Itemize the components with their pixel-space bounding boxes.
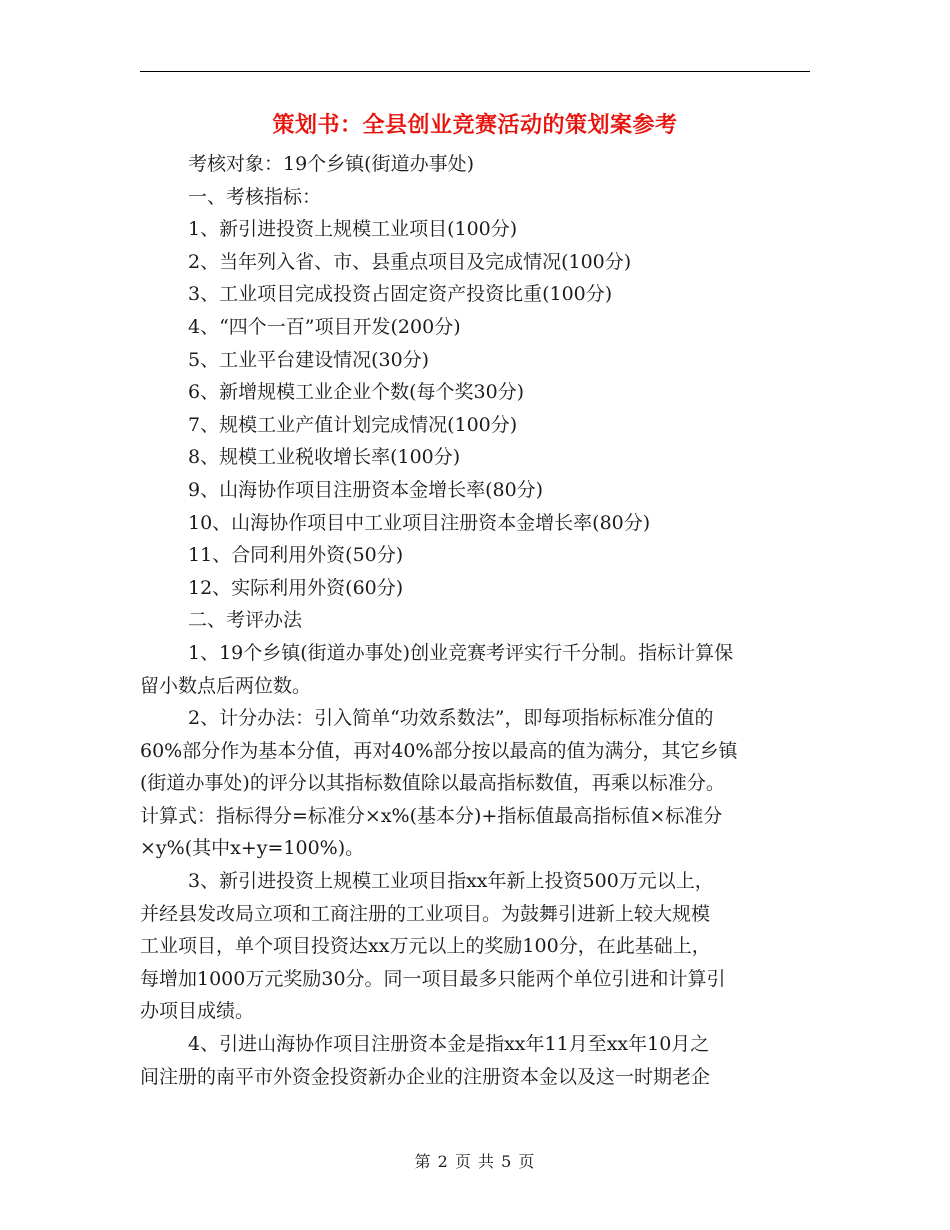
body-line: 4、“四个一百”项目开发(200分) <box>188 315 461 338</box>
body-line: 2、计分办法：引入简单“功效系数法”，即每项指标标准分值的 <box>188 707 714 730</box>
body-line: 1、19个乡镇(街道办事处)创业竞赛考评实行千分制。指标计算保 <box>188 641 734 664</box>
body-line: (街道办事处)的评分以其指标数值除以最高指标数值，再乘以标准分。 <box>140 772 725 795</box>
body-line: 计算式：指标得分=标准分×x%(基本分)+指标值最高指标值×标准分 <box>140 804 723 827</box>
document-body <box>140 148 810 1093</box>
body-line: 12、实际利用外资(60分) <box>188 576 404 599</box>
body-line: 3、新引进投资上规模工业项目指xx年新上投资500万元以上， <box>188 870 714 893</box>
body-line: 11、合同利用外资(50分) <box>188 544 404 567</box>
body-line: 4、引进山海协作项目注册资本金是指xx年11月至xx年10月之 <box>188 1033 710 1056</box>
body-line: 二、考评办法 <box>188 609 303 632</box>
body-line: 7、规模工业产值计划完成情况(100分) <box>188 413 518 436</box>
body-line: 一、考核指标： <box>188 185 322 208</box>
body-line: 每增加1000万元奖励30分。同一项目最多只能两个单位引进和计算引 <box>140 967 726 990</box>
body-line: 工业项目，单个项目投资达xx万元以上的奖励100分，在此基础上， <box>140 935 711 958</box>
body-line: 办项目成绩。 <box>140 1000 255 1023</box>
body-line: ×y%(其中x+y=100%)。 <box>140 837 365 860</box>
body-line: 60%部分作为基本分值，再对40%部分按以最高的值为满分，其它乡镇 <box>140 739 738 762</box>
document-title: 策划书：全县创业竞赛活动的策划案参考 <box>272 112 678 138</box>
body-line: 10、山海协作项目中工业项目注册资本金增长率(80分) <box>188 511 651 534</box>
body-line: 1、新引进投资上规模工业项目(100分) <box>188 218 518 241</box>
body-line: 8、规模工业税收增长率(100分) <box>188 446 461 469</box>
body-line: 5、工业平台建设情况(30分) <box>188 348 430 371</box>
body-line: 2、当年列入省、市、县重点项目及完成情况(100分) <box>188 250 632 273</box>
body-line: 留小数点后两位数。 <box>140 674 312 697</box>
body-line: 6、新增规模工业企业个数(每个奖30分) <box>188 381 525 404</box>
page-footer: 第 2 页 共 5 页 <box>414 1152 536 1171</box>
body-line: 并经县发改局立项和工商注册的工业项目。为鼓舞引进新上较大规模 <box>140 902 711 925</box>
body-line: 考核对象：19个乡镇(街道办事处) <box>188 153 475 175</box>
body-line: 3、工业项目完成投资占固定资产投资比重(100分) <box>188 283 613 306</box>
header-rule <box>140 71 810 72</box>
body-line: 间注册的南平市外资金投资新办企业的注册资本金以及这一时期老企 <box>140 1065 711 1088</box>
body-line: 9、山海协作项目注册资本金增长率(80分) <box>188 478 544 501</box>
